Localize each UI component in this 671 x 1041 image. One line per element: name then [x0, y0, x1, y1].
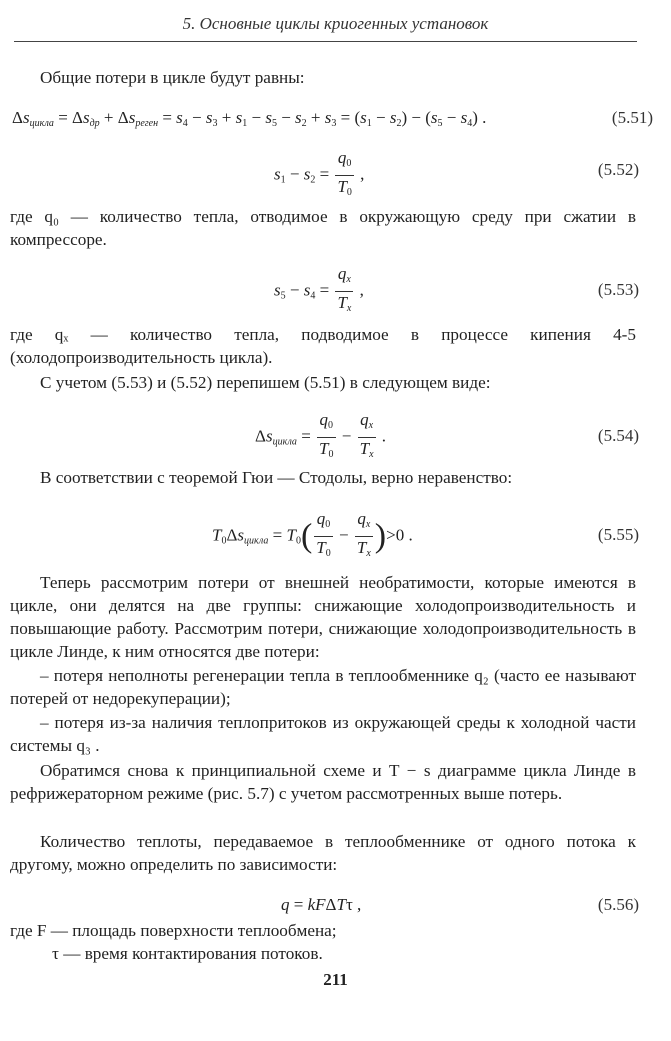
equation-5-54 — [0, 408, 671, 460]
equation-5-55-body: $T_0\Delta s_{цикла} = T_0$( $\frac{q_0}{T_0}$ − $\frac{q_x}{T_x}$ )>0 . — [212, 509, 413, 559]
equation-number: (5.53) — [597, 280, 639, 299]
paragraph-1: Общие потери в цикле будут равны: — [40, 68, 305, 87]
paragraph-10: Количество теплоты, передаваемое в теплообменнике от одного потока к другому, можно определить по зависимости: — [10, 832, 636, 874]
equation-number: (5.51) — [611, 108, 653, 127]
equation-5-53 — [0, 262, 671, 312]
paragraph-12: τ — время контактирования потоков. — [52, 944, 323, 963]
equation-5-51-body: $\Delta s_{цикла} = \Delta s_{др} + \Delta s_{реген} = s_4 - s_3 + s_1 - s_5 - s_2 + s_3 = (s_1 - s_2) - (s_5 - s_4)$ . — [12, 108, 487, 129]
equation-5-52-body: $s_1 - s_2$ = $\frac{q_0}{T_0}$ , — [274, 148, 365, 198]
paragraph-4: С учетом (5.53) и (5.52) перепишем (5.51) в следующем виде: — [40, 373, 491, 392]
paragraph-6: Теперь рассмотрим потери от внешней необратимости, которые имеются в цикле, они делятся на две группы: снижающие холодопроизводительность и повышающие работу. Рассмотрим потери, снижающие холодопроизводительность в цикле Линде, к ним относятся две потери: — [10, 573, 636, 661]
running-header: 5. Основные циклы криогенных установок — [182, 14, 489, 33]
equation-5-53-body: $s_5 - s_4$ = $\frac{q_x}{T_x}$ , — [274, 264, 364, 314]
paragraph-11: где F — площадь поверхности теплообмена; — [10, 921, 337, 940]
paragraph-9: Обратимся снова к принципиальной схеме и T − s диаграмме цикла Линде в рефрижераторном режиме (рис. 5.7) с учетом рассмотренных выше потерь. — [10, 761, 636, 803]
paragraph-8: – потеря из-за наличия теплопритоков из окружающей среды к холодной части системы q₃ . — [10, 713, 636, 755]
paragraph-7: – потеря неполноты регенерации тепла в теплообменнике q₂ (часто ее называют потерей от недорекуперации); — [10, 666, 636, 708]
equation-5-52 — [0, 146, 671, 196]
equation-number: (5.56) — [597, 895, 639, 914]
equation-5-54-body: $\Delta s_{цикла}$ = $\frac{q_0}{T_0}$ − $\frac{q_x}{T_x}$ . — [255, 410, 387, 460]
paragraph-3: где qₓ — количество тепла, подводимое в процессе кипения 4-5 (холодопроизводительность цикла). — [10, 325, 636, 367]
paragraph-2: где q₀ — количество тепла, отводимое в окружающую среду при сжатии в компрессоре. — [10, 207, 636, 249]
equation-5-55 — [0, 507, 671, 563]
page-number: 211 — [323, 970, 348, 989]
equation-number: (5.52) — [597, 160, 639, 179]
equation-5-56-body: q = kFΔTτ , — [281, 895, 362, 914]
header-rule — [14, 41, 637, 42]
paragraph-5: В соответствии с теоремой Гюи — Стодолы, верно неравенство: — [40, 468, 513, 487]
equation-number: (5.54) — [597, 426, 639, 445]
equation-number: (5.55) — [597, 525, 639, 544]
